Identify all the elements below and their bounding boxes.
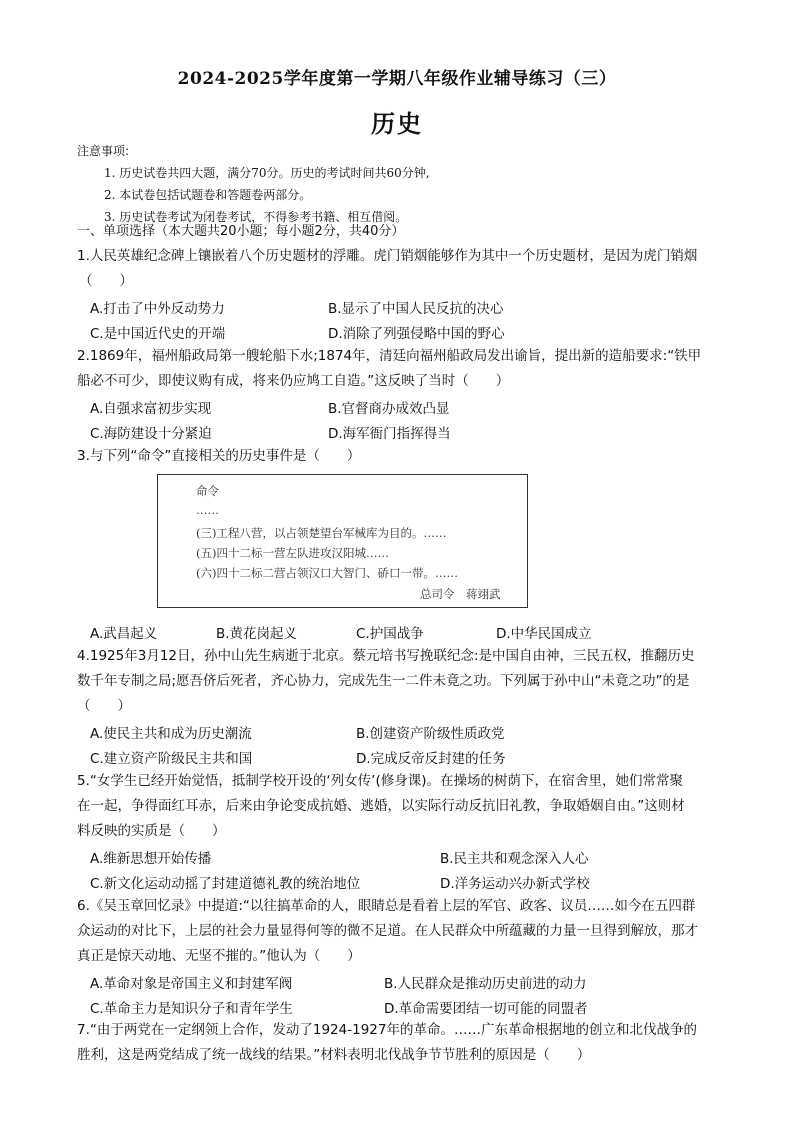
question-text: （ ） <box>79 273 133 289</box>
question-3 <box>77 444 722 469</box>
option-c: C.建立资产阶级民主共和国 <box>90 751 253 767</box>
question-4 <box>77 644 722 719</box>
question-text: 众运动的对比下，上层的社会力量显得何等的微不足道。在人民群众中所蕴藏的力量一旦得到解放，那才 <box>77 923 698 939</box>
option-a: A.武昌起义 <box>90 626 158 642</box>
question-text: 胜利，这是两党结成了统一战线的结果。”材料表明北伐战争节节胜利的原因是（ ） <box>77 1047 591 1063</box>
option-b: B.黄花岗起义 <box>216 626 298 642</box>
option-c: C.是中国近代史的开端 <box>90 326 226 342</box>
option-b: B.创建资产阶级性质政党 <box>356 726 505 742</box>
question-text: 船必不可少，即使议购有成，将来仍应鸠工自造。”这反映了当时（ ） <box>77 373 510 389</box>
order-line: (六)四十二标二营占领汉口大智门、硚口一带。…… <box>196 566 458 580</box>
option-a: A.使民主共和成为历史潮流 <box>90 726 252 742</box>
option-d: D.中华民国成立 <box>496 626 592 642</box>
notice-item: 2. 本试卷包括试题卷和答题卷两部分。 <box>104 188 312 202</box>
order-document-box <box>157 474 528 608</box>
order-line: (三)工程八营，以占领楚望台军械库为目的。…… <box>196 526 447 540</box>
question-text: 5.“女学生已经开始觉悟，抵制学校开设的‘列女传’(修身课)。在操场的树荫下，在宿舍里，她们常常聚 <box>77 773 683 789</box>
question-1 <box>77 244 722 294</box>
order-line: (五)四十二标一营左队进攻汉阳城…… <box>196 546 389 560</box>
question-text: 1.人民英雄纪念碑上镶嵌着八个历史题材的浮雕。虎门销烟能够作为其中一个历史题材，是因为虎门销烟 <box>77 248 698 264</box>
question-text: 数千年专制之局;愿吾侪后死者，齐心协力，完成先生一二件未竟之功。下列属于孙中山“未竟之功”的是 <box>77 673 690 689</box>
option-b: B.人民群众是推动历史前进的动力 <box>384 976 587 992</box>
option-a: A.革命对象是帝国主义和封建军阀 <box>90 976 293 992</box>
option-d: D.洋务运动兴办新式学校 <box>440 876 590 892</box>
document-title: 2024-2025学年度第一学期八年级作业辅导练习（三） <box>177 69 617 89</box>
option-c: C.护国战争 <box>356 626 424 642</box>
option-d: D.完成反帝反封建的任务 <box>356 751 506 767</box>
subject-title: 历史 <box>371 109 423 138</box>
question-text: 6.《吴玉章回忆录》中提道:“以往搞革命的人，眼睛总是看着上层的军官、政客、议员……如今在五四群 <box>77 898 696 914</box>
option-d: D.消除了列强侵略中国的野心 <box>328 326 505 342</box>
question-text: （ ） <box>77 698 131 714</box>
section-heading: 一、单项选择（本大题共20小题；每小题2分，共40分） <box>77 224 405 239</box>
option-d: D.海军衙门指挥得当 <box>328 426 451 442</box>
question-2 <box>77 344 722 394</box>
question-text: 2.1869年，福州船政局第一艘轮船下水;1874年，清廷向福州船政局发出谕旨，提出新的造船要求:“铁甲 <box>77 348 702 364</box>
option-c: C.新文化运动动摇了封建道德礼教的统治地位 <box>90 876 361 892</box>
option-c: C.革命主力是知识分子和青年学生 <box>90 1001 293 1017</box>
question-7 <box>77 1018 722 1068</box>
order-signature: 总司令 蒋翊武 <box>420 587 501 601</box>
notice-item: 1. 历史试卷共四大题，满分70分。历史的考试时间共60分钟, <box>104 166 430 180</box>
question-text: 在一起，争得面红耳赤，后来由争论变成抗婚、逃婚，以实际行动反抗旧礼教，争取婚姻自由。”这则材 <box>77 798 685 814</box>
option-c: C.海防建设十分紧迫 <box>90 426 212 442</box>
option-b: B.民主共和观念深入人心 <box>440 851 589 867</box>
option-a: A.维新思想开始传播 <box>90 851 212 867</box>
question-text: 3.与下列“命令”直接相关的历史事件是（ ） <box>77 448 361 464</box>
question-6 <box>77 894 722 969</box>
option-a: A.打击了中外反动势力 <box>90 301 225 317</box>
option-b: B.显示了中国人民反抗的决心 <box>328 301 504 317</box>
question-text: 4.1925年3月12日，孙中山先生病逝于北京。蔡元培书写挽联纪念:是中国自由神，三民五权，推翻历史 <box>77 648 695 664</box>
option-a: A.自强求富初步实现 <box>90 401 212 417</box>
question-5 <box>77 769 722 844</box>
notice-block <box>77 140 430 228</box>
notice-heading: 注意事项: <box>77 144 130 158</box>
order-line: …… <box>196 503 219 517</box>
option-d: D.革命需要团结一切可能的同盟者 <box>384 1001 588 1017</box>
notice-item: 3. 历史试卷考试为闭卷考试，不得参考书籍、相互借阅。 <box>104 210 408 224</box>
question-text: 真正是惊天动地、无坚不摧的。”他认为（ ） <box>77 948 361 964</box>
option-b: B.官督商办成效凸显 <box>328 401 450 417</box>
order-title: 命令 <box>196 484 219 498</box>
question-text: 料反映的实质是（ ） <box>77 823 226 839</box>
question-text: 7.“由于两党在一定纲领上合作，发动了1924-1927年的革命。……广东革命根据地的创立和北伐战争的 <box>77 1022 697 1038</box>
